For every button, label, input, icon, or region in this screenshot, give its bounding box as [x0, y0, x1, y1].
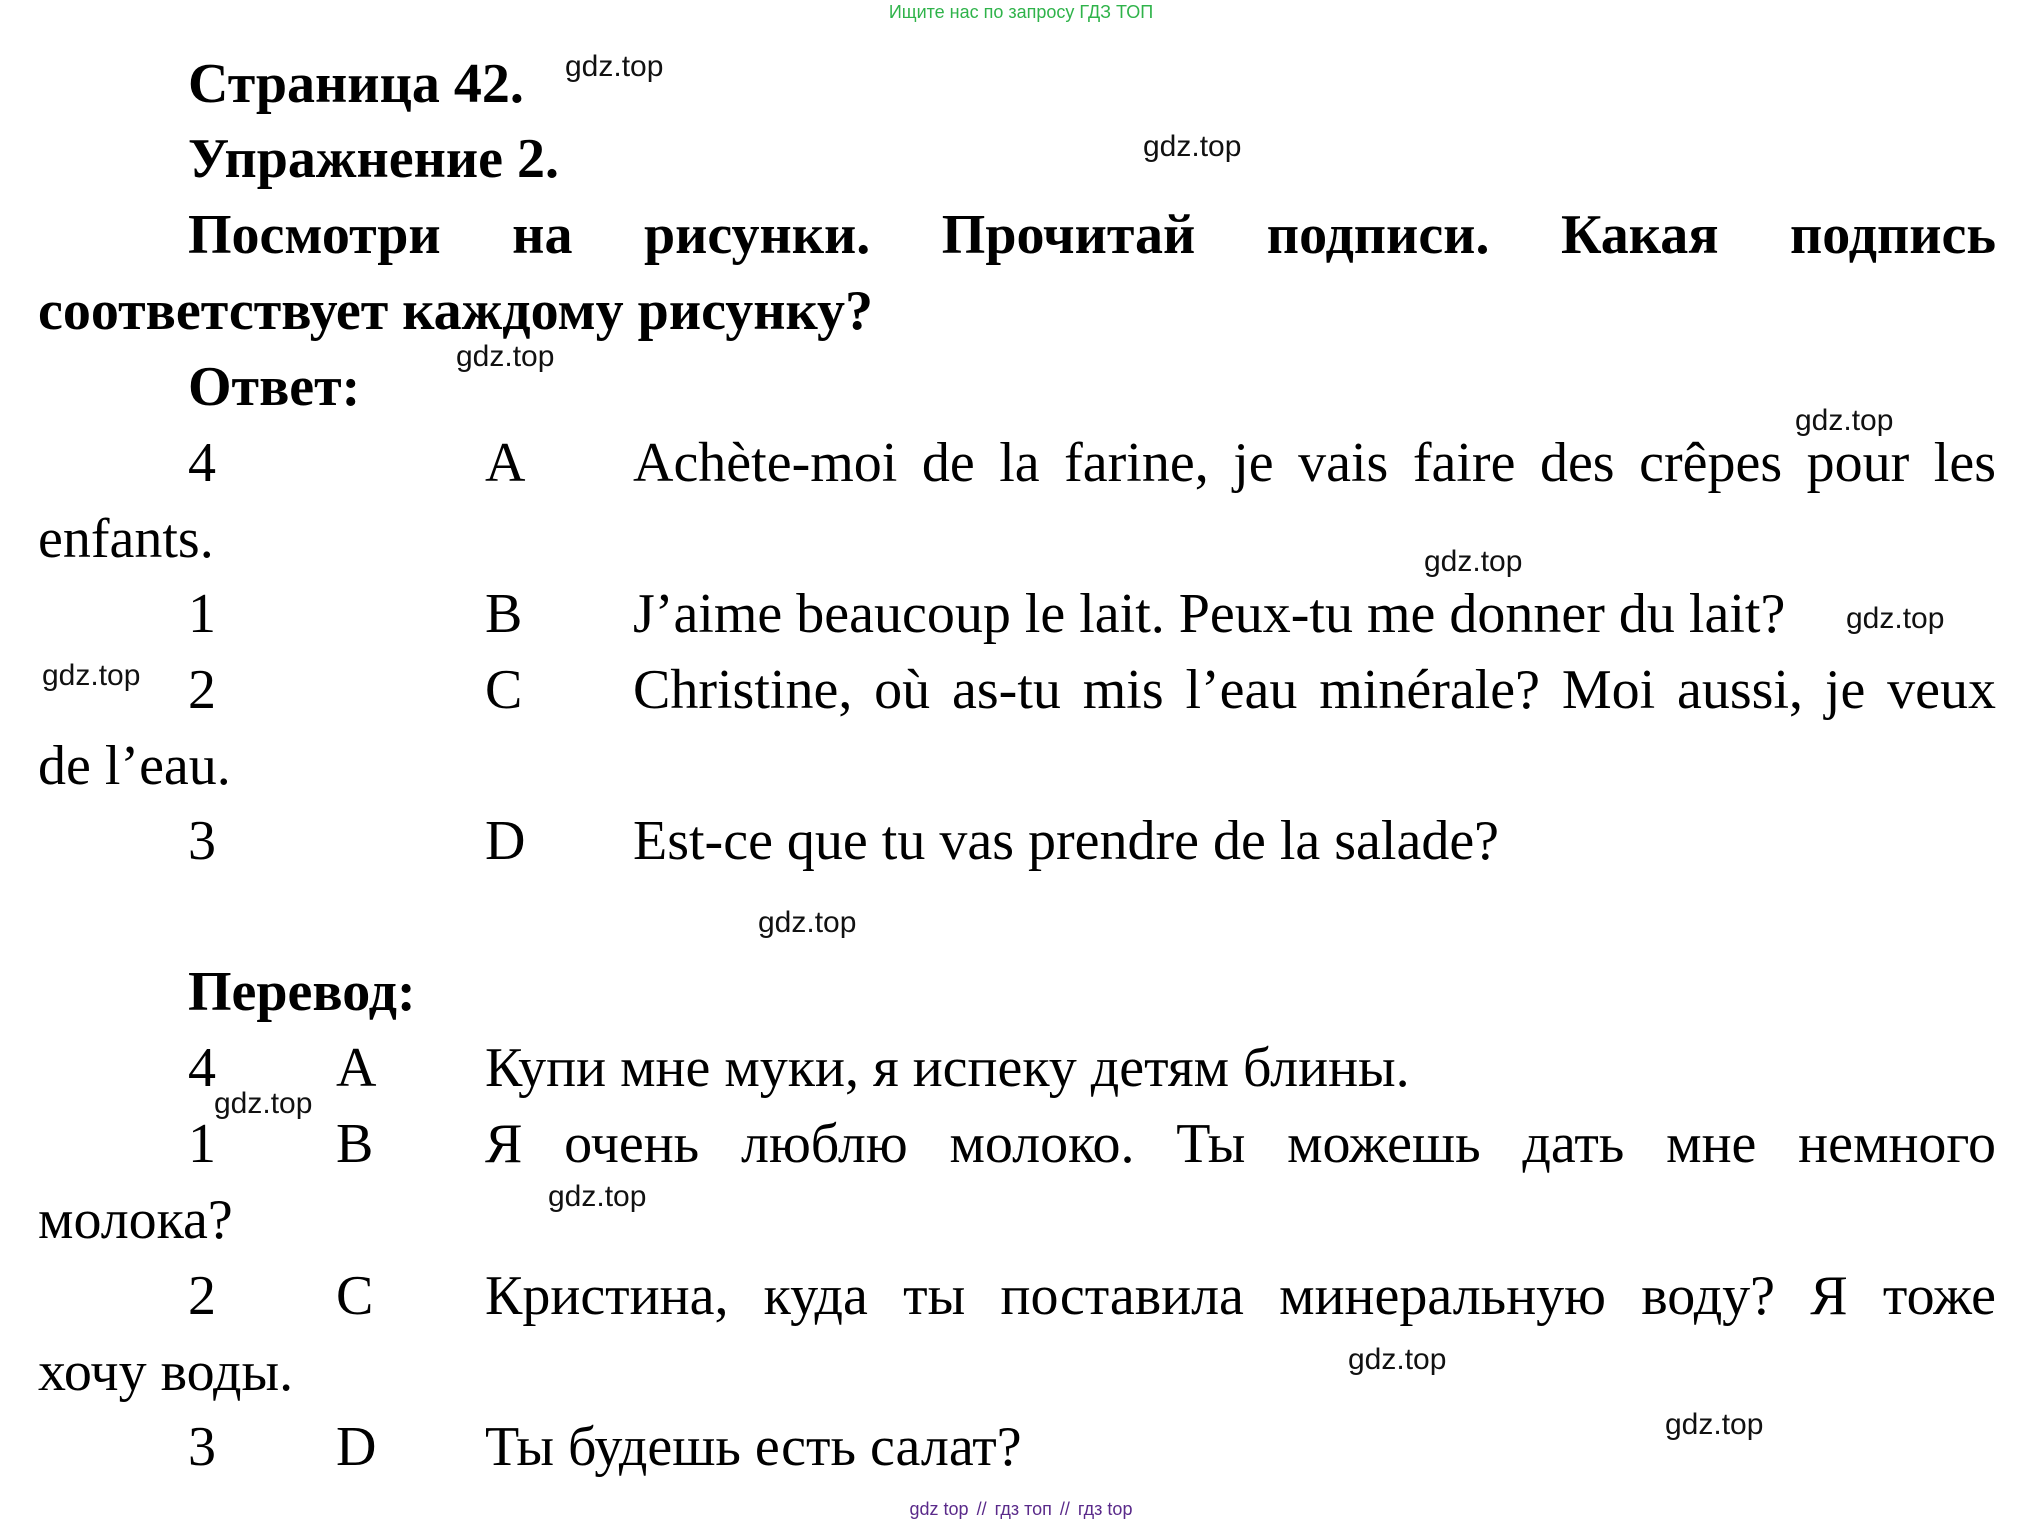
watermark: gdz.top: [1665, 1408, 1764, 1441]
footer-separator: //: [976, 1499, 987, 1519]
answer-letter: D: [485, 810, 526, 872]
answer-number: 2: [188, 659, 216, 721]
watermark: gdz.top: [1795, 404, 1894, 437]
task-line-1: Посмотри на рисунки. Прочитай подписи. Какая подпись: [188, 204, 1996, 266]
translation-text: Я очень люблю молоко. Ты можешь дать мне немного: [485, 1113, 1996, 1175]
translation-number: 4: [188, 1037, 216, 1099]
watermark: gdz.top: [1143, 130, 1242, 163]
answer-text-continued: enfants.: [38, 508, 214, 570]
answer-text-continued: de l’eau.: [38, 735, 231, 797]
footer-link[interactable]: гдз топ: [994, 1499, 1052, 1519]
answer-letter: A: [485, 432, 526, 494]
translation-number: 3: [188, 1416, 216, 1478]
translation-label: Перевод:: [188, 961, 416, 1023]
translation-text-continued: молока?: [38, 1189, 233, 1251]
translation-letter: B: [336, 1113, 374, 1175]
page-title: Страница 42.: [188, 53, 524, 115]
translation-text-continued: хочу воды.: [38, 1341, 294, 1403]
watermark: gdz.top: [1846, 602, 1945, 635]
footer-links: [0, 1498, 2042, 1520]
watermark: gdz.top: [1348, 1343, 1447, 1376]
answer-text: Est-ce que tu vas prendre de la salade?: [633, 810, 1500, 872]
top-search-hint: Ищите нас по запросу ГДЗ ТОП: [888, 2, 1154, 22]
translation-number: 1: [188, 1113, 216, 1175]
translation-letter: C: [336, 1265, 374, 1327]
watermark: gdz.top: [548, 1180, 647, 1213]
answer-label: Ответ:: [188, 356, 361, 418]
watermark: gdz.top: [214, 1087, 313, 1120]
translation-text: Ты будешь есть салат?: [485, 1416, 1022, 1478]
answer-letter: C: [485, 659, 523, 721]
translation-text: Купи мне муки, я испеку детям блины.: [485, 1037, 1410, 1099]
watermark: gdz.top: [456, 340, 555, 373]
answer-text: Christine, où as-tu mis l’eau minérale? Moi aussi, je veux: [633, 659, 1996, 721]
answer-text: J’aime beaucoup le lait. Peux-tu me donner du lait?: [633, 583, 1786, 645]
translation-letter: A: [336, 1037, 377, 1099]
watermark: gdz.top: [565, 50, 664, 83]
footer-link[interactable]: гдз top: [1077, 1499, 1133, 1519]
watermark: gdz.top: [42, 659, 141, 692]
answer-text: Achète-moi de la farine, je vais faire des crêpes pour les: [633, 432, 1996, 494]
watermark: gdz.top: [758, 906, 857, 939]
answer-number: 4: [188, 432, 216, 494]
exercise-title: Упражнение 2.: [188, 128, 560, 190]
answer-letter: B: [485, 583, 523, 645]
footer-separator: //: [1059, 1499, 1070, 1519]
answer-number: 3: [188, 810, 216, 872]
translation-number: 2: [188, 1265, 216, 1327]
watermark: gdz.top: [1424, 545, 1523, 578]
footer-link[interactable]: gdz top: [909, 1499, 969, 1519]
answer-number: 1: [188, 583, 216, 645]
task-line-2: соответствует каждому рисунку?: [38, 280, 873, 342]
translation-letter: D: [336, 1416, 377, 1478]
translation-text: Кристина, куда ты поставила минеральную воду? Я тоже: [485, 1265, 1996, 1327]
